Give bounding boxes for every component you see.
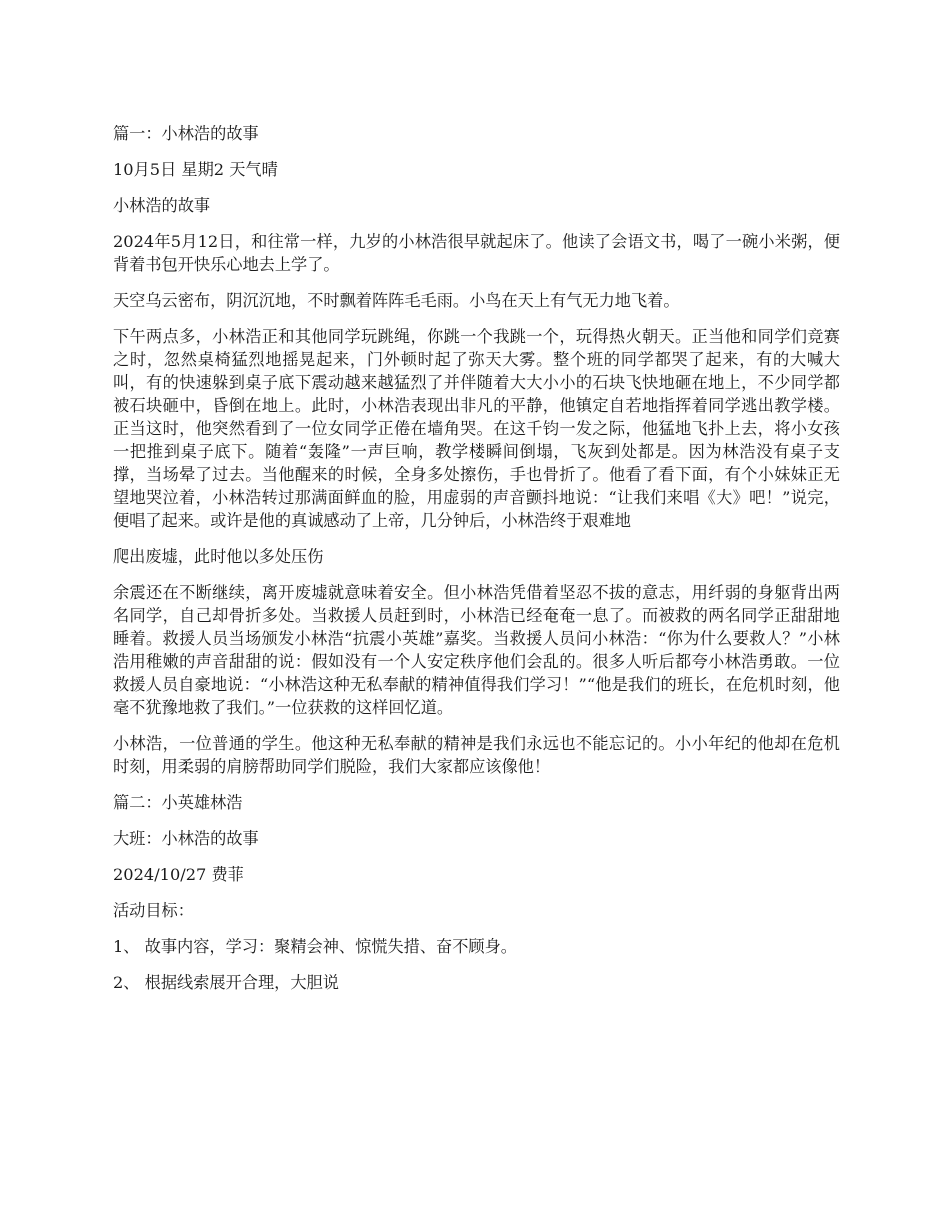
objective-item-2: 2、 根据线索展开合理，大胆说 xyxy=(113,973,339,992)
objective-item-1: 1、 故事内容，学习：聚精会神、惊慌失措、奋不顾身。 xyxy=(113,937,517,956)
paragraph-escape: 爬出废墟，此时他以多处压伤 xyxy=(113,547,324,566)
objectives-heading: 活动目标： xyxy=(113,901,194,920)
section-heading-2: 篇二：小英雄林浩 xyxy=(113,793,243,812)
paragraph-rescue: 余震还在不断继续，离开废墟就意味着安全。但小林浩凭借着坚忍不拔的意志，用纤弱的身躯背出两名同学，自己却骨折多处。当救援人员赶到时，小林浩已经奄奄一息了。而被救的两名同学正甜甜地睡着。救援人员当场颁发小林浩“抗震小英雄”嘉奖。当救援人员问小林浩：“你为什么要救人？”小林浩用稚嫩的声音甜甜的说：假如没有一个人安定秩序他们会乱的。很多人听后都夸小林浩勇敢。一位救援人员自豪地说：“小林浩这种无私奉献的精神值得我们学习！”“他是我们的班长，在危机时刻，他毫不犹豫地救了我们。”一位获救的这样回忆道。 xyxy=(113,583,840,717)
paragraph-earthquake: 下午两点多，小林浩正和其他同学玩跳绳，你跳一个我跳一个，玩得热火朝天。正当他和同学们竞赛之时，忽然桌椅猛烈地摇晃起来，门外顿时起了弥天大雾。整个班的同学都哭了起来，有的大喊大叫，有的快速躲到桌子底下震动越来越猛烈了并伴随着大大小小的石块飞快地砸在地上，不少同学都被石块砸中，昏倒在地上。此时，小林浩表现出非凡的平静，他镇定自若地指挥着同学逃出教学楼。正当这时，他突然看到了一位女同学正倦在墙角哭。在这千钧一发之际，他猛地飞扑上去，将小女孩一把推到桌子底下。随着“轰隆”一声巨响，教学楼瞬间倒塌，飞灰到处都是。因为林浩没有桌子支撑，当场晕了过去。当他醒来的时候，全身多处擦伤，手也骨折了。他看了看下面，有个小妹妹正无望地哭泣着，小林浩转过那满面鲜血的脸，用虚弱的声音颤抖地说：“让我们来唱《大》吧！”说完，便唱了起来。或许是他的真诚感动了上帝，几分钟后，小林浩终于艰难地 xyxy=(113,327,840,530)
paragraph-morning: 2024年5月12日，和往常一样，九岁的小林浩很早就起床了。他读了会语文书，喝了一碗小米粥，便背着书包开快乐心地去上学了。 xyxy=(113,232,840,274)
lesson-title: 大班：小林浩的故事 xyxy=(113,829,259,848)
paragraph-weather: 天空乌云密布，阴沉沉地，不时飘着阵阵毛毛雨。小鸟在天上有气无力地飞着。 xyxy=(113,291,680,310)
paragraph-conclusion: 小林浩，一位普通的学生。他这种无私奉献的精神是我们永远也不能忘记的。小小年纪的他却在危机时刻，用柔弱的肩膀帮助同学们脱险，我们大家都应该像他！ xyxy=(113,734,840,776)
lesson-date-author: 2024/10/27 费菲 xyxy=(113,865,244,884)
document-body xyxy=(113,122,840,1007)
section-heading-1: 篇一：小林浩的故事 xyxy=(113,124,259,143)
date-line: 10月5日 星期2 天气晴 xyxy=(113,160,278,179)
story-title: 小林浩的故事 xyxy=(113,196,211,215)
